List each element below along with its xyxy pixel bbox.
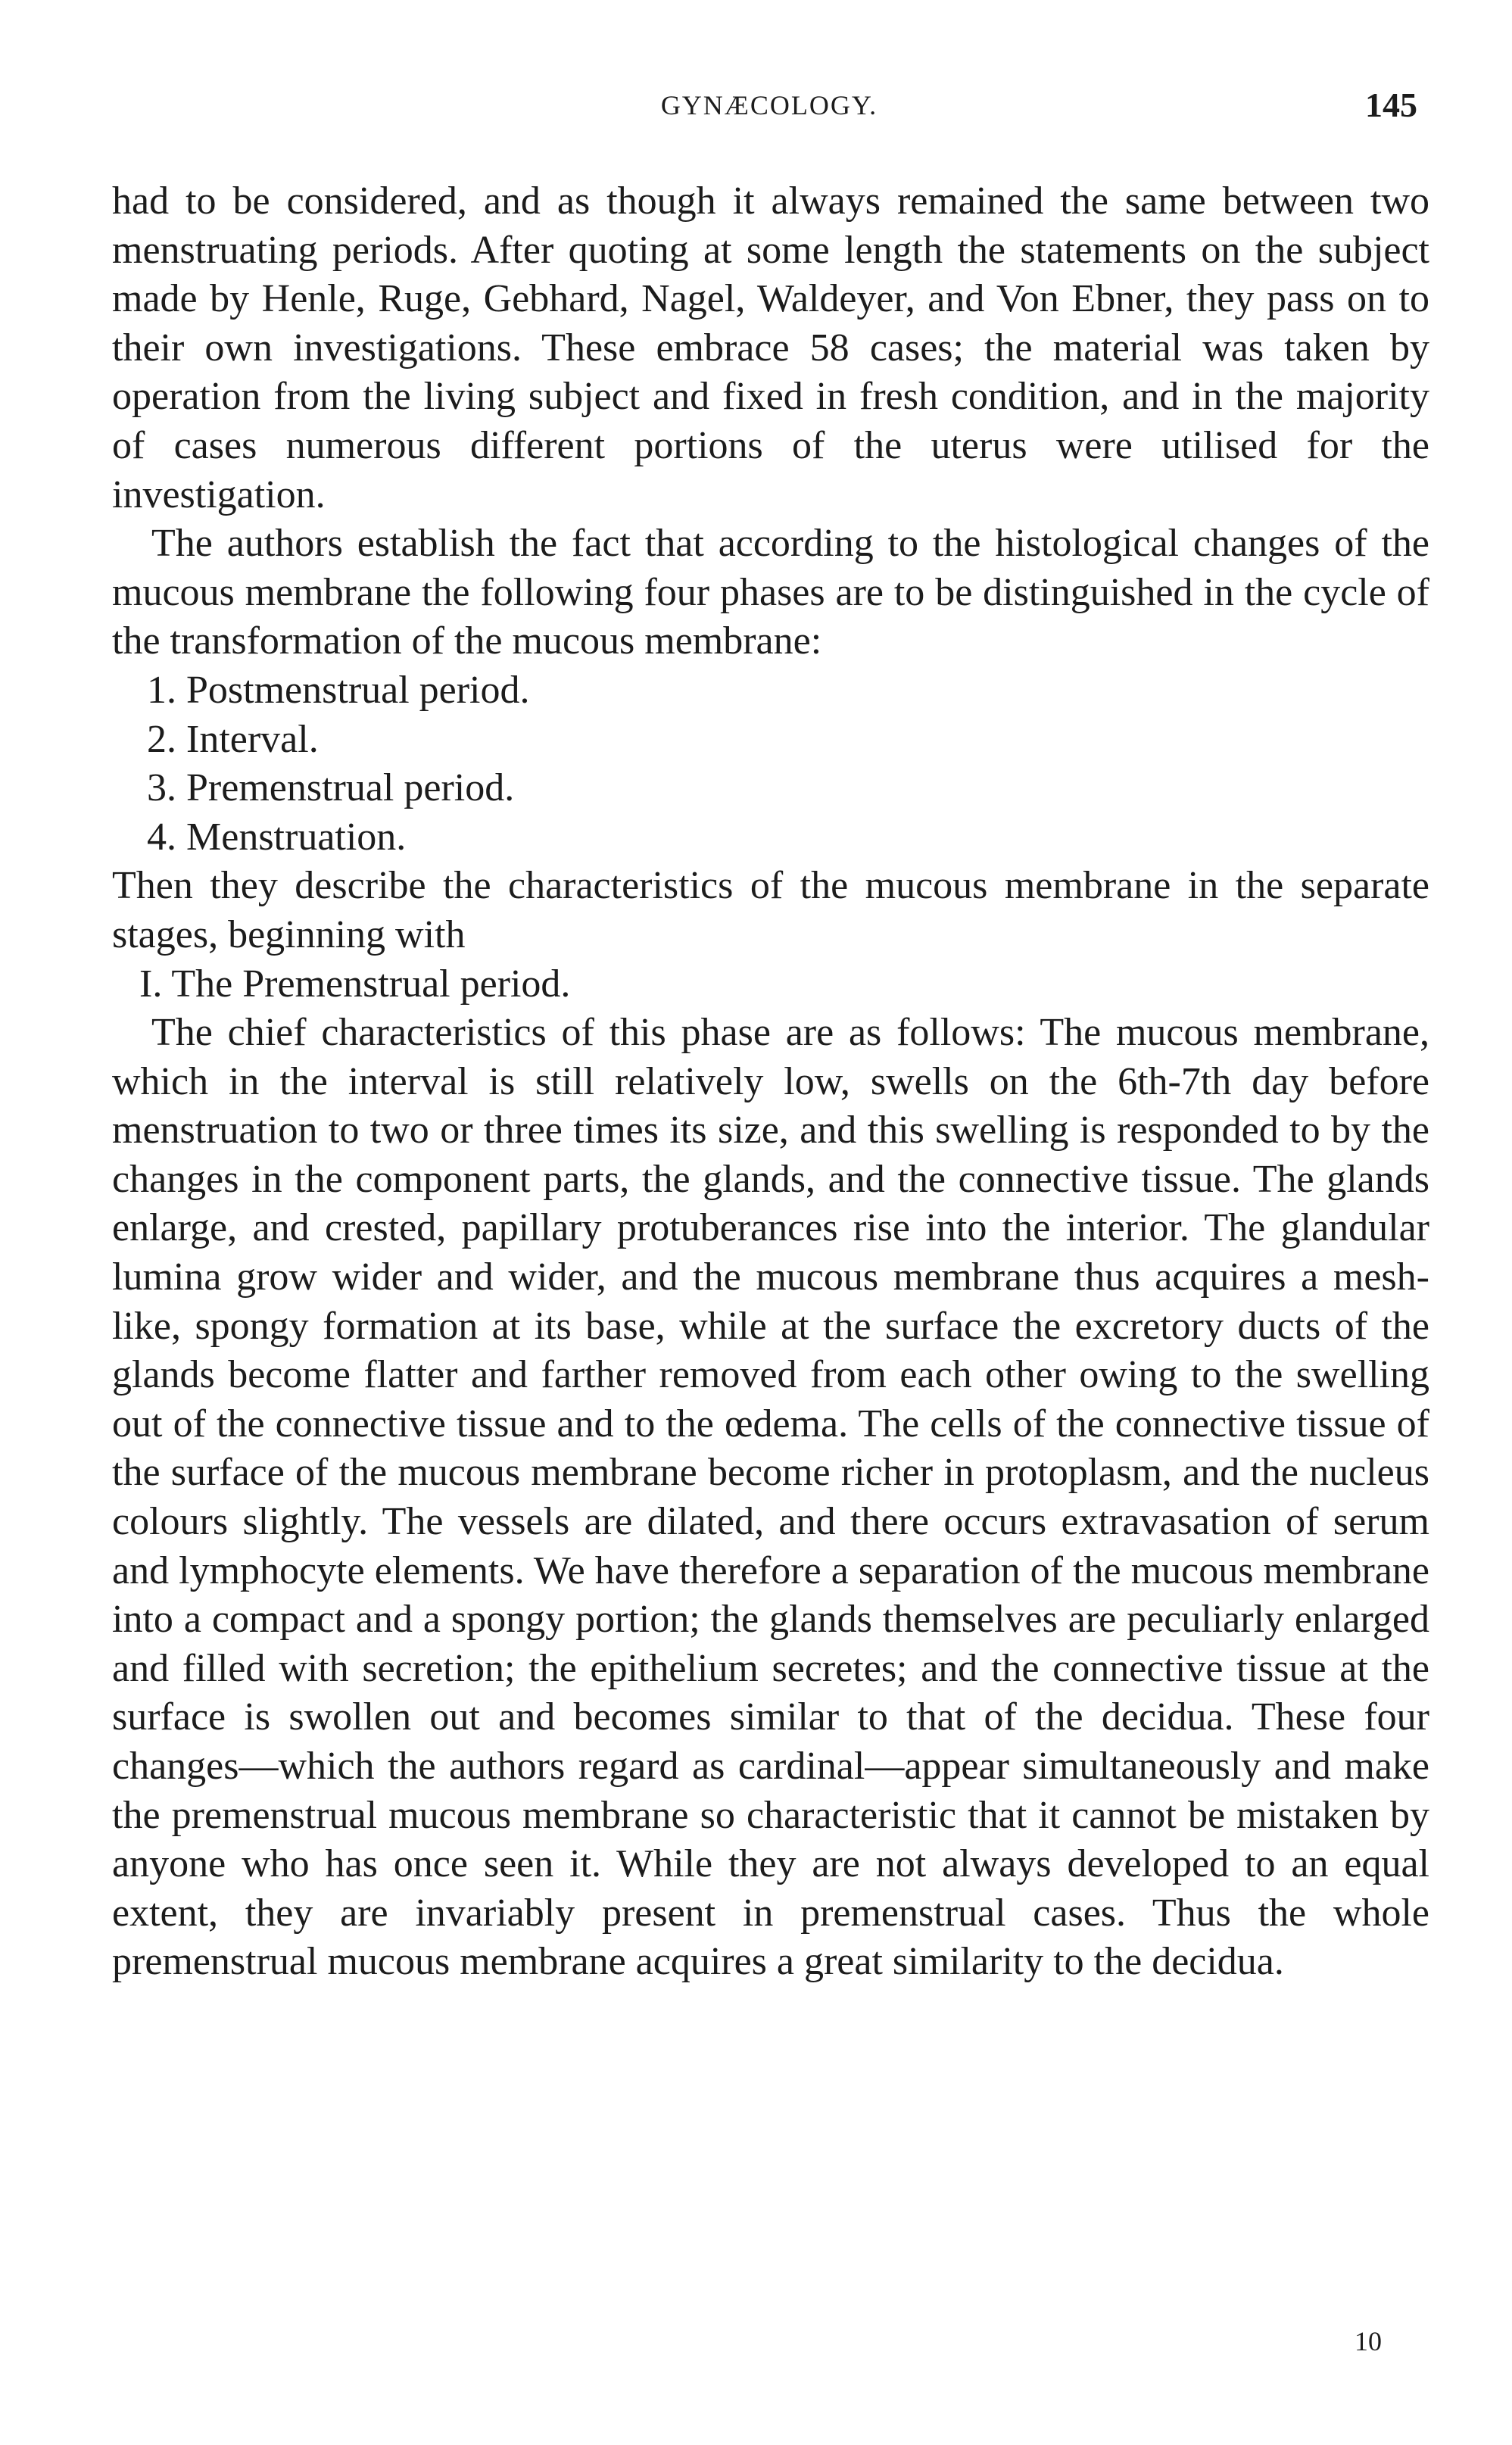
body-text bbox=[112, 177, 1429, 1987]
paragraph-2: The authors establish the fact that according to the histological changes of the mucous membrane the following four phases are to be distinguished in the cycle of the transformation of the mucous membrane: bbox=[112, 522, 1429, 663]
page-number: 145 bbox=[1365, 86, 1417, 124]
running-title: GYNÆCOLOGY. bbox=[660, 90, 878, 120]
phase-item-1: 1. Postmenstrual period. bbox=[147, 668, 530, 712]
paragraph-3: Then they describe the characteristics of the mucous membrane in the separate stages, beginning with bbox=[112, 864, 1429, 956]
phase-list bbox=[112, 666, 1429, 862]
page-header bbox=[121, 86, 1417, 135]
signature-mark: 10 bbox=[1355, 2326, 1382, 2356]
phase-item-4: 4. Menstruation. bbox=[147, 815, 407, 859]
phase-item-3: 3. Premenstrual period. bbox=[147, 766, 515, 810]
paragraph-4: The chief characteristics of this phase are as follows: The mucous membrane, which in the interval is still relatively low, swells on the 6th-7th day before menstruation to two or three times its size, and this swelling is responded to by the changes in the component parts, the glands, and the connective tissue. The glands enlarge, and crested, papillary protuberances rise into the interior. The glandular lumina grow wider and wider, and the mucous membrane thus acquires a mesh-like, spongy formation at its base, while at the surface the excretory ducts of the glands become flatter and farther removed from each other owing to the swelling out of the connective tissue and to the œdema. The cells of the connective tissue of the surface of the mucous membrane become richer in protoplasm, and the nucleus colours slightly. The vessels are dilated, and there occurs extravasation of serum and lymphocyte elements. We have therefore a separation of the mucous membrane into a compact and a spongy portion; the glands themselves are peculiarly enlarged and filled with secretion; the epithelium secretes; and the connective tissue at the surface is swollen out and becomes similar to that of the decidua. These four changes—which the authors regard as cardinal—appear simultaneously and make the premenstrual mucous membrane so characteristic that it cannot be mistaken by anyone who has once seen it. While they are not always developed to an equal extent, they are invariably present in premenstrual cases. Thus the whole premenstrual mucous membrane acquires a great similarity to the decidua. bbox=[112, 1011, 1429, 1984]
section-heading: I. The Premenstrual period. bbox=[139, 962, 571, 1006]
paragraph-1: had to be considered, and as though it always remained the same between two menstruating periods. After quoting at some length the statements on the subject made by Henle, Ruge, Gebhard, Nagel, Waldeyer, and Von Ebner, they pass on to their own investigations. These embrace 58 cases; the material was taken by operation from the living subject and fixed in fresh condition, and in the majority of cases numerous different portions of the uterus were utilised for the investigation. bbox=[112, 179, 1429, 516]
phase-item-2: 2. Interval. bbox=[147, 717, 319, 761]
